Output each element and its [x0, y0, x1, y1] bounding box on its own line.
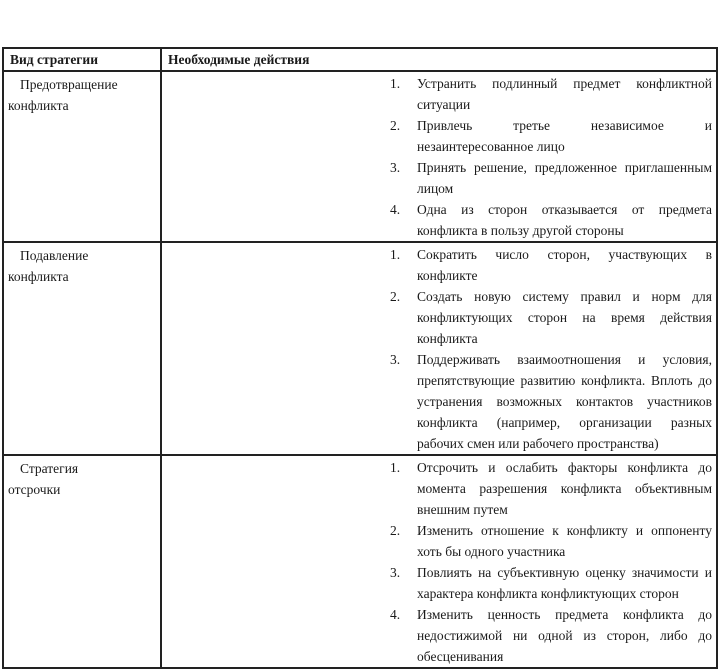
list-item — [390, 157, 712, 199]
item-number: 3. — [390, 160, 401, 175]
item-text: Привлечь третье независимое и незаинтересованное лицо — [417, 118, 712, 154]
item-number: 2. — [390, 289, 401, 304]
table-row — [3, 455, 717, 668]
item-text: Создать новую систему правил и норм для конфликтующих сторон на время действия конфликта — [417, 289, 712, 346]
strategy-name: Предотвращение — [20, 77, 118, 92]
item-number: 2. — [390, 523, 401, 538]
list-item — [390, 199, 712, 241]
item-text: Отсрочить и ослабить факторы конфликта до момента разрешения конфликта объективным внешним путем — [417, 460, 712, 517]
item-text: Одна из сторон отказывается от предмета конфликта в пользу другой стороны — [417, 202, 712, 238]
item-text: Устранить подлинный предмет конфликтной ситуации — [417, 76, 712, 112]
strategy-cell — [3, 455, 161, 668]
item-text: Поддерживать взаимоотношения и условия, препятствующие развитию конфликта. Вплоть до устранения возможных контактов участников конфликта (например, организации разных рабочих смен или рабочего пространства) — [417, 352, 712, 451]
strategy-name: конфликта — [8, 269, 69, 284]
item-number: 3. — [390, 565, 401, 580]
strategies-table — [2, 47, 718, 669]
list-item — [390, 562, 712, 604]
item-number: 1. — [390, 247, 401, 262]
header-strategy-type: Вид стратегии — [3, 48, 161, 71]
list-item — [390, 520, 712, 562]
strategy-name: Стратегия — [20, 461, 79, 476]
item-text: Изменить ценность предмета конфликта до недостижимой ни одной из сторон, либо до обесценивания — [417, 607, 712, 664]
item-number: 4. — [390, 607, 401, 622]
strategy-name: отсрочки — [8, 482, 61, 497]
item-text: Изменить отношение к конфликту и оппоненту хоть бы одного участника — [417, 523, 712, 559]
item-text: Сократить число сторон, участвующих в конфликте — [417, 247, 712, 283]
table-row — [3, 242, 717, 455]
item-number: 1. — [390, 460, 401, 475]
actions-cell — [161, 242, 717, 455]
strategy-cell — [3, 71, 161, 242]
table-row — [3, 71, 717, 242]
actions-cell — [161, 71, 717, 242]
item-number: 1. — [390, 76, 401, 91]
strategy-cell — [3, 242, 161, 455]
item-number: 3. — [390, 352, 401, 367]
item-number: 4. — [390, 202, 401, 217]
list-item — [390, 244, 712, 286]
table-header-row — [3, 48, 717, 71]
item-number: 2. — [390, 118, 401, 133]
header-actions: Необходимые действия — [161, 48, 717, 71]
strategy-name: Подавление — [20, 248, 89, 263]
item-text: Принять решение, предложенное приглашенным лицом — [417, 160, 712, 196]
list-item — [390, 286, 712, 349]
list-item — [390, 115, 712, 157]
item-text: Повлиять на субъективную оценку значимости и характера конфликта конфликтующих сторон — [417, 565, 712, 601]
list-item — [390, 457, 712, 520]
strategy-name: конфликта — [8, 98, 69, 113]
actions-cell — [161, 455, 717, 668]
list-item — [390, 349, 712, 454]
list-item — [390, 604, 712, 667]
list-item — [390, 73, 712, 115]
